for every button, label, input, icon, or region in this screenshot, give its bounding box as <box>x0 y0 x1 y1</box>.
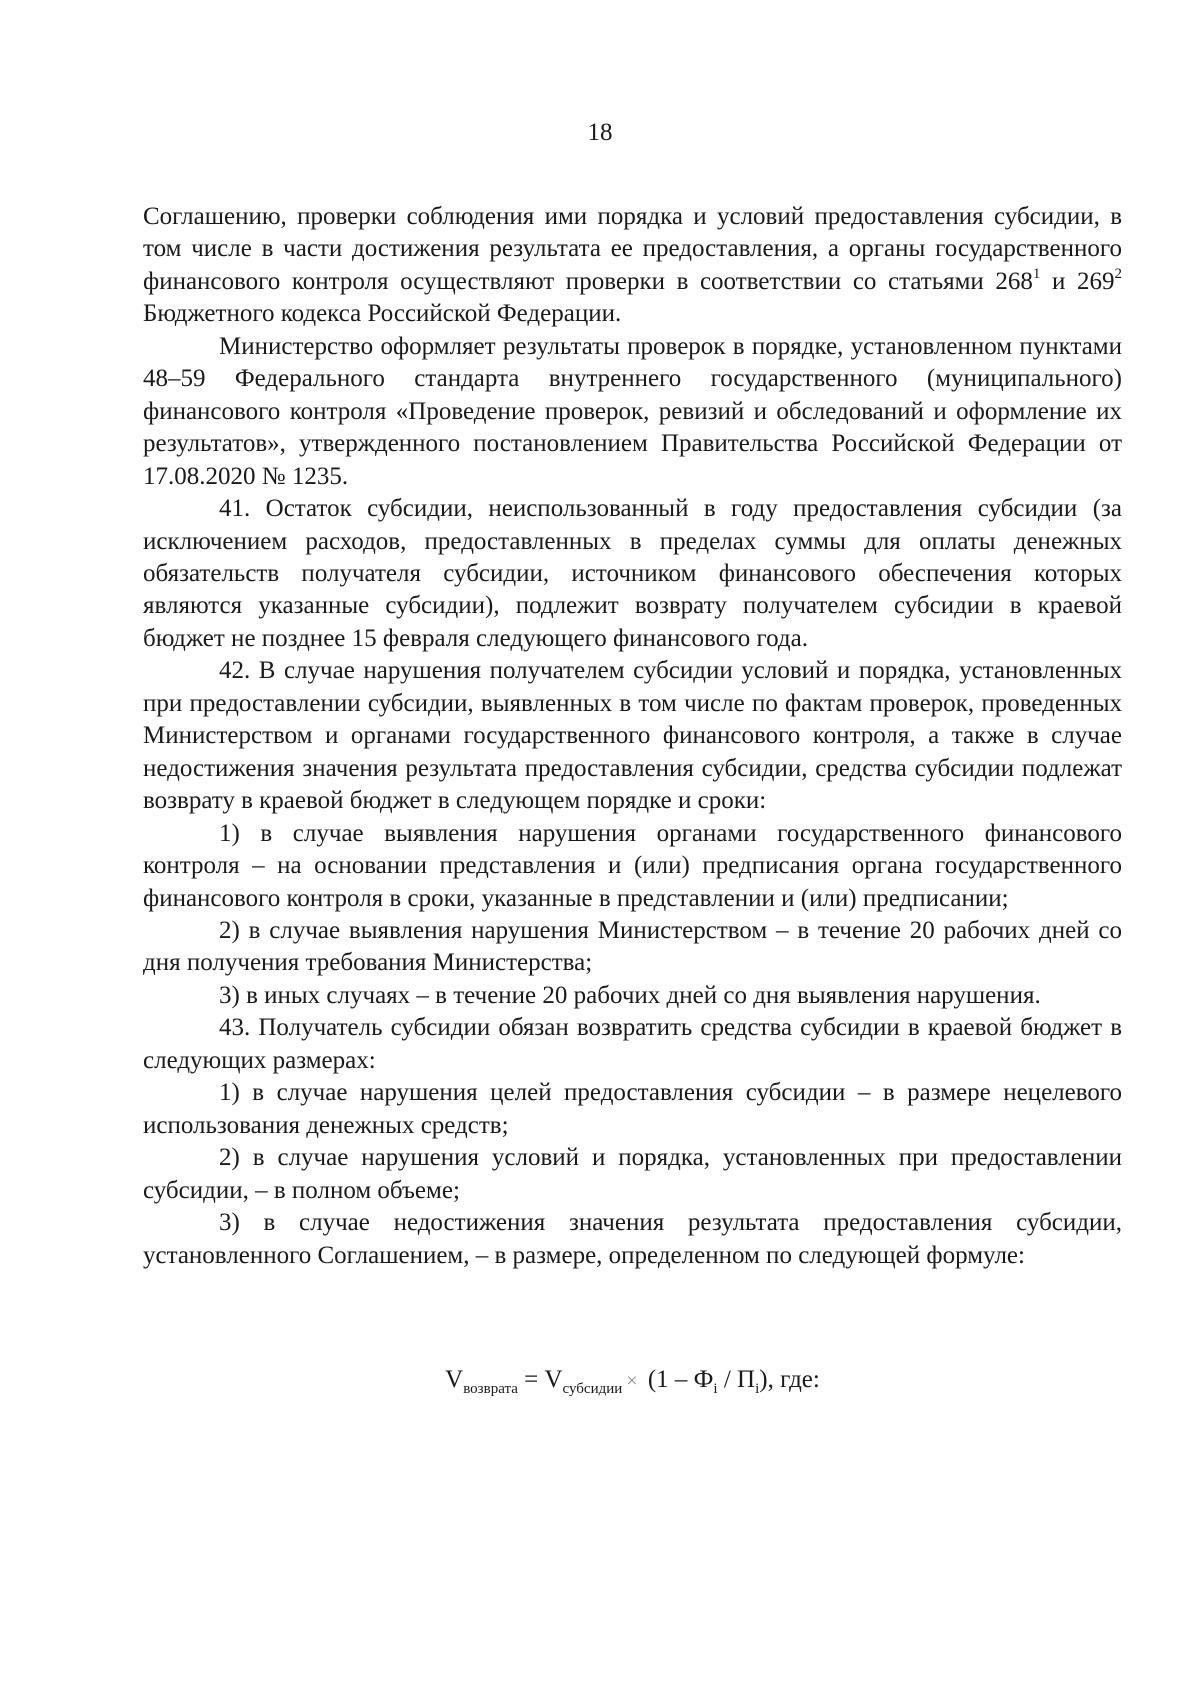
paragraph-continuation <box>143 201 1122 331</box>
paragraph-43: 43. Получатель субсидии обязан возвратить средства субсидии в краевой бюджет в следующих размерах: <box>143 1014 1122 1074</box>
paragraph-42: 42. В случае нарушения получателем субсидии условий и порядка, установленных при предоставлении субсидии, выявленных в том числе по фактам проверок, проведенных Министерством и органами государственного финансового контроля, а также в случае недостижения значения результата предоставления субсидии, средства субсидии подлежат возврату в краевой бюджет в следующем порядке и сроки: <box>143 657 1122 815</box>
paragraph-text: и 269 <box>1040 267 1115 295</box>
formula-symbol: V <box>445 1366 464 1393</box>
paragraph-43-item-2: 2) в случае нарушения условий и порядка, установленных при предоставлении субсидии, – в полном объеме; <box>143 1144 1122 1204</box>
superscript: 1 <box>1032 265 1041 282</box>
paragraph-42-item-1: 1) в случае выявления нарушения органами государственного финансового контроля – на основании представления и (или) предписания органа государственного финансового контроля в сроки, указанные в представлении и (или) предписании; <box>143 819 1122 912</box>
formula-subscript: i <box>755 1381 760 1397</box>
paragraph-text: Соглашению, проверки соблюдения ими порядка и условий предоставления субсидии, в том числе в части достижения результата ее предоставления, а органы государственного финансового контроля осуществляют проверки в соответствии со статьями 268 <box>143 203 1122 295</box>
paragraph-42-item-2: 2) в случае выявления нарушения Министерством – в течение 20 рабочих дней со дня получения требования Министерства; <box>143 916 1122 977</box>
paragraph-43-item-3: 3) в случае недостижения значения результата предоставления субсидии, установленного Соглашением, – в размере, определенном по следующей формуле: <box>143 1209 1122 1269</box>
multiply-icon: × <box>626 1370 638 1392</box>
return-formula <box>143 1364 1122 1397</box>
paragraph-42-item-3: 3) в иных случаях – в течение 20 рабочих дней со дня выявления нарушения. <box>219 981 1041 1009</box>
superscript: 2 <box>1114 265 1122 282</box>
formula-subscript: субсидии <box>562 1381 623 1397</box>
page-number: 18 <box>587 119 613 146</box>
formula-text: (1 – Ф <box>641 1366 714 1393</box>
paragraph-text: Бюджетного кодекса Российской Федерации. <box>143 300 622 328</box>
formula-text: ), где: <box>759 1366 820 1393</box>
formula-subscript: возврата <box>463 1381 518 1397</box>
paragraph-43-item-1: 1) в случае нарушения целей предоставления субсидии – в размере нецелевого использования денежных средств; <box>143 1079 1122 1139</box>
formula-subscript: i <box>713 1381 718 1397</box>
formula-symbol: V <box>544 1366 563 1393</box>
formula-equals: = <box>517 1366 545 1393</box>
document-body <box>143 201 1122 1397</box>
formula-text: / П <box>717 1366 756 1393</box>
paragraph-ministry-results: Министерство оформляет результаты проверок в порядке, установленном пунктами 48–59 Федерального стандарта внутреннего государственного (муниципального) финансового контроля «Проведение проверок, ревизий и обследований и оформление их результатов», утвержденного постановлением Правительства Российской Федерации от 17.08.2020 № 1235. <box>143 332 1122 490</box>
paragraph-41: 41. Остаток субсидии, неиспользованный в году предоставления субсидии (за исключением расходов, предоставленных в пределах суммы для оплаты денежных обязательств получателя субсидии, источником финансового обеспечения которых являются указанные субсидии), подлежит возврату получателем субсидии в краевой бюджет не позднее 15 февраля следующего финансового года. <box>143 495 1122 652</box>
